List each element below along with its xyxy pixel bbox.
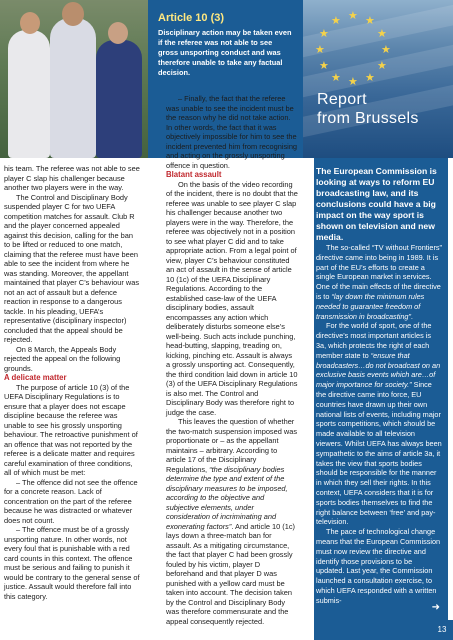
page-number: 13 <box>431 620 453 640</box>
paragraph: On the basis of the video recording of the incident, there is no doubt that the referee was unable to see player C slap his challenger because another two players were in the way. Therefore, the referee was objectively not in a position to see what player C did and to take appropriate action. From a legal point of view, player C’s behaviour constituted an act of assault in the sense of article 10 (1c) of the UEFA Disciplinary Regulations. According to the established case-law of the UEFA disciplinary bodies, assault encompasses any action which deliberately disturbs someone else’s well-being. Such acts include punching, head-butting, slapping, treading on, kicking, pinching etc. Assault is always a grossly unsporting act. Consequently, the third condition laid down in article 10 (3) of the UEFA Disciplinary Regulations is also met. The Control and Disciplinary Body was therefore right to judge the case. <box>166 179 298 417</box>
sidebar-report <box>314 158 448 640</box>
text-run: Since the directive came into force, EU countries have drawn up their own national lists of events, including major sports competitions, which should be made available to all television viewers. Whilst UEFA has always been sympathetic to the aims of article 3a, it takes the view that sports bodies should be responsible for the manner in which they sell their rights. In this context, UEFA considers that it is for sports bodies themselves to find the right balance between ‘free’ and pay-television. <box>316 380 442 527</box>
quote-text: “the disciplinary bodies determine the type and extent of the disciplinary measures to be imposed, according to the objective and subjective elements, under consideration of incriminating and exonerating factors” <box>166 464 288 531</box>
paragraph <box>316 321 442 527</box>
paragraph: – The offence must be of a grossly unsporting nature. In other words, not every foul that is punishable with a red card counts in this context. The offence must be serious and failing to punish it would be contrary to the general sense of justice. Assault would therefore fall into this category. <box>4 525 140 601</box>
article-deck: Disciplinary action may be taken even if the referee was not able to see gross unsporting conduct and was therefore unable to take any factual decision. <box>158 28 292 77</box>
paragraph <box>166 417 298 626</box>
sidebar-title-line2: from Brussels <box>317 110 419 127</box>
quote-text: “lay down the minimum rules needed to guarantee freedom of transmission in broadcasting” <box>316 291 425 321</box>
text-run: . And article 10 (1c) lays down a three-match ban for assault. As a mitigating circumstance, the fact that player C had been grossly fouled by his victim, player D beforehand and that player D was punished with a yellow card must be taken into account. The decision taken by the Control and Disciplinary Body was therefore commensurate and the appeal consequently rejected. <box>166 521 295 626</box>
article-title: Article 10 (3) <box>158 12 225 24</box>
paragraph: The pace of technological change means that the European Commission must now review the directive and identify those provisions to be updated. Last year, the Commission launched a consultation exercise, to which UEFA responded with a written submis- <box>316 527 441 605</box>
subheading: Blatant assault <box>166 170 222 179</box>
eu-stars-icon: ★ ★ ★ ★ ★ ★ ★ ★ ★ ★ ★ ★ <box>315 9 391 88</box>
subheading: A delicate matter <box>4 373 67 382</box>
paragraph: – Finally, the fact that the referee was unable to see the incident must be the reason why he did not take action. In other words, the fact that it was objectively impossible for him to see the incident prevented him from recognising and acting on the grossly unsporting offence in question. <box>166 94 298 170</box>
sidebar-lead: The European Commission is looking at ways to reform EU broadcasting law, and its conclusions could have a big impact on the way sport is shown on television and new media. <box>316 166 437 242</box>
quote-text: “ensure that broadcasters…do not broadcast on an exclusive basis events which are…of major importance for society.” <box>316 350 441 390</box>
paragraph: On 8 March, the Appeals Body rejected the appeal on the following grounds. <box>4 344 121 373</box>
paragraph: The purpose of article 10 (3) of the UEFA Disciplinary Regulations is to ensure that a player does not escape discipline because the referee was unable to see his grossly unsporting behaviour. The retroactive punishment of an offence that was not reported by the referee is a delicate matter and requires careful examination of three conditions, all of which must be met: <box>4 382 138 477</box>
eu-flag-image <box>303 0 453 158</box>
text-run: . <box>410 311 413 321</box>
text-run: For the world of sport, one of the directive’s most important articles is 3a, which protects the right of each member state to <box>316 321 432 360</box>
paragraph: – The offence did not see the offence for a concrete reason. Lack of concentration on the part of the referee because he was distracted or whatever does not count. <box>4 477 138 525</box>
continue-arrow-icon: ➜ <box>431 601 440 613</box>
sidebar-title-line1: Report <box>317 91 367 108</box>
paragraph: The Control and Disciplinary Body suspended player C for two UEFA competition matches for assault. Club R and the player concerned appealed against this decision, calling for the ban to be lifted or reduced to one match, claiming that the referee must have been able to see the incident from where he was standing. Moreover, the appellant maintained that player C’s behaviour was not an act of assault but a defence reaction in response to a dangerous tackle. In his pleading, UEFA’s representative (disciplinary inspector) concluded that the appeal should be rejected. <box>4 192 140 344</box>
football-players-photo <box>0 0 148 158</box>
paragraph <box>316 243 442 321</box>
sidebar-title <box>317 90 419 128</box>
column-left <box>0 164 140 601</box>
text-run: This leaves the question of whether the two-match suspension imposed was proportionate or – as the appellant maintains – arbitrary. According to article 17 of the Disciplinary Regulations, <box>166 417 298 474</box>
paragraph: his team. The referee was not able to see player C slap his challenger because another two players were in the way. <box>4 164 140 192</box>
column-middle <box>166 94 298 626</box>
text-run: The so-called “TV without Frontiers” directive came into being in 1989. It is part of the EU’s efforts to create a single European market in services. One of the main effects of the directive is to <box>316 243 442 301</box>
